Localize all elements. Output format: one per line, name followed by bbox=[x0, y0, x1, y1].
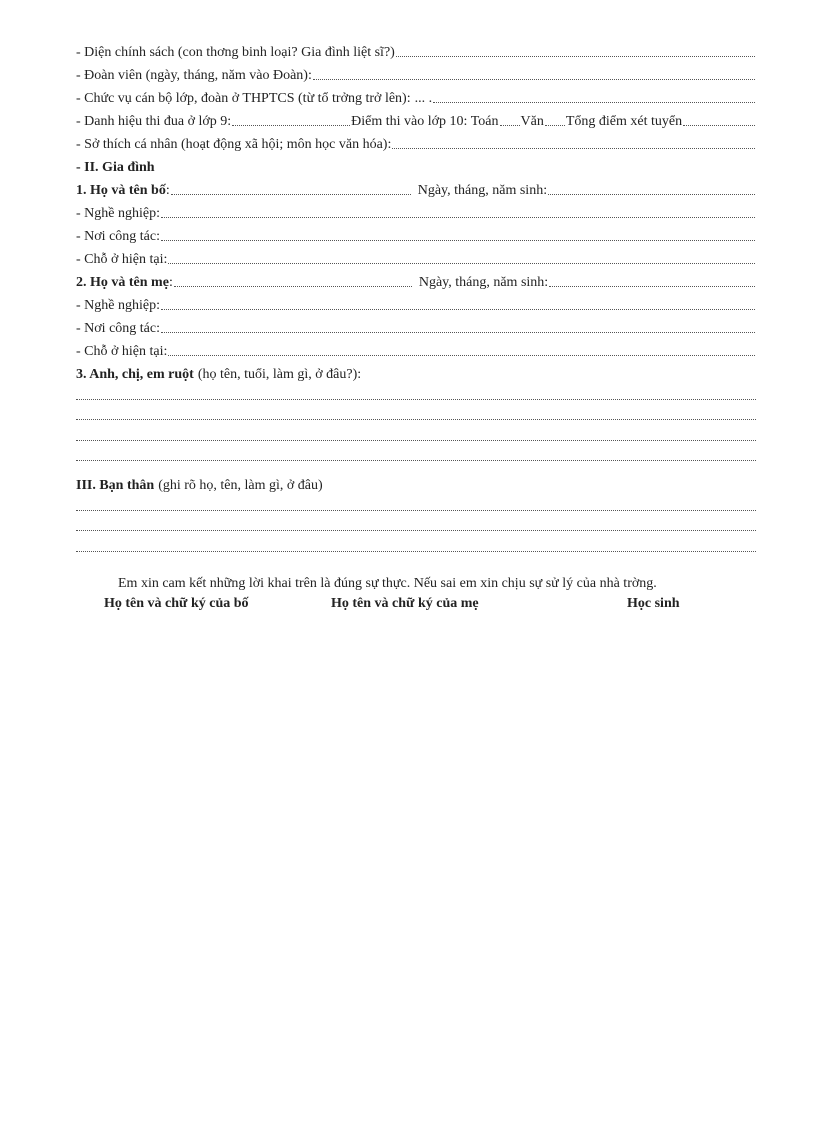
mother-job-field[interactable] bbox=[161, 308, 755, 310]
mother-name-colon: : bbox=[168, 275, 173, 290]
signature-row bbox=[76, 592, 756, 616]
siblings-line[interactable] bbox=[76, 424, 756, 445]
hobby-row bbox=[76, 130, 756, 153]
father-home-field[interactable] bbox=[168, 262, 755, 264]
father-name-row bbox=[76, 176, 756, 199]
mother-home-row bbox=[76, 337, 756, 360]
mother-name-label: 2. Họ và tên mẹ bbox=[76, 275, 169, 290]
mother-job-row bbox=[76, 291, 756, 314]
father-job-row bbox=[76, 199, 756, 222]
father-home-label: - Chỗ ở hiện tại: bbox=[76, 252, 168, 267]
class-position-label: - Chức vụ cán bộ lớp, đoàn ở THPTCS (từ tổ trởng trở lên): bbox=[76, 91, 411, 106]
pledge-statement bbox=[76, 570, 756, 592]
class-position-field[interactable] bbox=[433, 101, 755, 103]
father-job-label: - Nghề nghiệp: bbox=[76, 206, 160, 221]
close-friend-row bbox=[76, 471, 756, 494]
siblings-label: 3. Anh, chị, em ruột bbox=[76, 367, 194, 382]
award-field[interactable] bbox=[232, 124, 350, 126]
policy-label: - Diện chính sách (con thơng binh loại? Gia đình liệt sĩ?) bbox=[76, 45, 395, 60]
family-heading bbox=[76, 153, 756, 176]
total-score-label: Tổng điểm xét tuyển bbox=[565, 114, 683, 129]
family-heading-text: - II. Gia đình bbox=[76, 160, 155, 175]
exam-math-label: Điểm thi vào lớp 10: Toán bbox=[351, 114, 499, 129]
friend-line[interactable] bbox=[76, 535, 756, 556]
siblings-hint: (họ tên, tuổi, làm gì, ở đâu?): bbox=[197, 367, 362, 382]
mother-name-row bbox=[76, 268, 756, 291]
hobby-label: - Sở thích cá nhân (hoạt động xã hội; môn học văn hóa): bbox=[76, 137, 392, 152]
father-dob-field[interactable] bbox=[548, 193, 755, 195]
mother-work-label: - Nơi công tác: bbox=[76, 321, 160, 336]
close-friend-label: III. Bạn thân bbox=[76, 478, 155, 493]
mother-dob-label: Ngày, tháng, năm sinh: bbox=[418, 275, 549, 290]
father-work-field[interactable] bbox=[161, 239, 755, 241]
math-score-field[interactable] bbox=[500, 124, 520, 126]
father-name-label: 1. Họ và tên bố bbox=[76, 183, 166, 198]
class-position-dots-text: ... . bbox=[414, 91, 433, 106]
class-position-row bbox=[76, 84, 756, 107]
literature-score-field[interactable] bbox=[545, 124, 565, 126]
policy-row bbox=[76, 38, 756, 61]
mother-home-label: - Chỗ ở hiện tại: bbox=[76, 344, 168, 359]
hobby-field[interactable] bbox=[392, 147, 755, 149]
father-name-colon: : bbox=[165, 183, 170, 198]
youth-union-label: - Đoàn viên (ngày, tháng, năm vào Đoàn): bbox=[76, 68, 312, 83]
student-signature-label: Học sinh bbox=[627, 595, 680, 611]
siblings-line[interactable] bbox=[76, 445, 756, 466]
total-score-field[interactable] bbox=[683, 124, 755, 126]
mother-work-field[interactable] bbox=[161, 331, 755, 333]
mother-signature-label: Họ tên và chữ ký của mẹ bbox=[331, 595, 479, 611]
father-name-field[interactable] bbox=[171, 193, 411, 195]
friend-line[interactable] bbox=[76, 515, 756, 536]
mother-work-row bbox=[76, 314, 756, 337]
father-job-field[interactable] bbox=[161, 216, 755, 218]
father-home-row bbox=[76, 245, 756, 268]
form-page bbox=[76, 38, 756, 616]
siblings-row bbox=[76, 360, 756, 383]
father-work-row bbox=[76, 222, 756, 245]
father-signature-label: Họ tên và chữ ký của bố bbox=[104, 595, 249, 611]
youth-union-field[interactable] bbox=[313, 78, 755, 80]
policy-field[interactable] bbox=[396, 55, 755, 57]
mother-name-field[interactable] bbox=[174, 285, 412, 287]
siblings-line[interactable] bbox=[76, 383, 756, 404]
youth-union-row bbox=[76, 61, 756, 84]
close-friend-hint: (ghi rõ họ, tên, làm gì, ở đâu) bbox=[158, 478, 323, 493]
father-work-label: - Nơi công tác: bbox=[76, 229, 160, 244]
exam-literature-label: Văn bbox=[520, 114, 544, 129]
siblings-line[interactable] bbox=[76, 404, 756, 425]
award-score-row bbox=[76, 107, 756, 130]
pledge-text: Em xin cam kết những lời khai trên là đúng sự thực. Nếu sai em xin chịu sự sử lý của nhà trờng. bbox=[118, 575, 657, 591]
friend-line[interactable] bbox=[76, 494, 756, 515]
award-label: - Danh hiệu thi đua ở lớp 9: bbox=[76, 114, 232, 129]
mother-job-label: - Nghề nghiệp: bbox=[76, 298, 160, 313]
father-dob-label: Ngày, tháng, năm sinh: bbox=[417, 183, 548, 198]
mother-home-field[interactable] bbox=[168, 354, 755, 356]
mother-dob-field[interactable] bbox=[549, 285, 755, 287]
